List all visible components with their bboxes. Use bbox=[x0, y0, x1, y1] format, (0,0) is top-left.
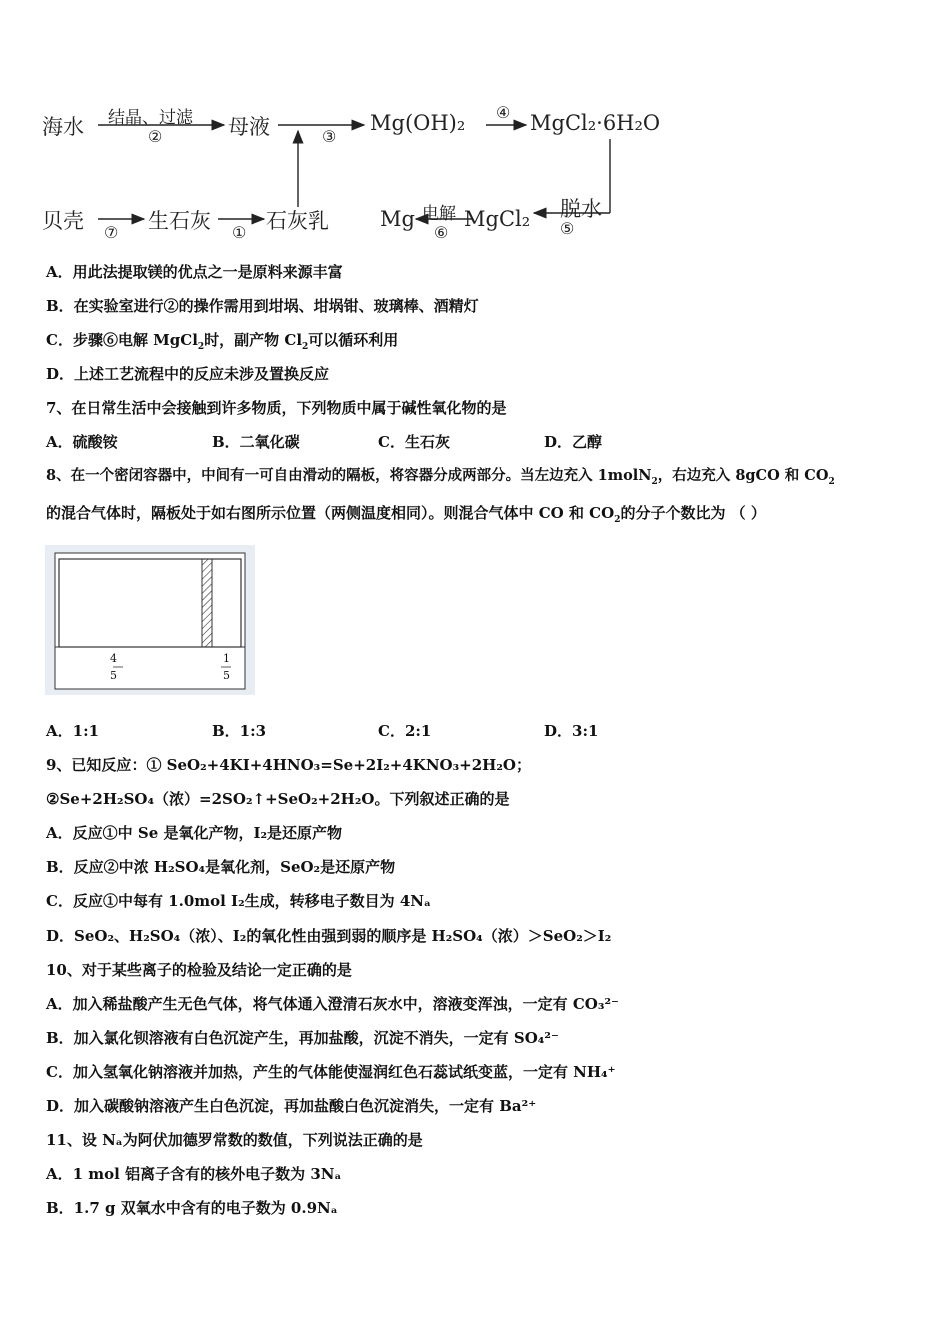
q6-option-a: A．用此法提取镁的优点之一是原料来源丰富 bbox=[46, 263, 343, 281]
flow-mgcl2: MgCl₂ bbox=[464, 207, 531, 231]
q10-option-a: A．加入稀盐酸产生无色气体，将气体通入澄清石灰水中，溶液变浑浊，一定有 CO₃²⁻ bbox=[46, 995, 619, 1013]
q8-stem-2a: 的混合气体时，隔板处于如右图所示位置（两侧温度相同）。则混合气体中 CO 和 CO bbox=[46, 504, 615, 522]
q8-container-figure bbox=[45, 545, 255, 695]
flow-step2-label: 结晶、过滤 bbox=[108, 108, 193, 128]
q11-option-b: B．1.7 g 双氧水中含有的电子数为 0.9Nₐ bbox=[46, 1199, 338, 1217]
q7-option-a: A．硫酸铵 bbox=[46, 433, 118, 451]
flow-electrolysis-label: 电解 bbox=[422, 204, 456, 224]
q9-option-d: D．SeO₂、H₂SO₄（浓）、I₂的氧化性由强到弱的顺序是 H₂SO₄（浓）＞SeO₂＞I₂ bbox=[46, 927, 612, 945]
q9-stem-line1: 9、已知反应：① SeO₂+4KI+4HNO₃=Se+2I₂+4KNO₃+2H₂O； bbox=[46, 756, 531, 774]
flow-dehydrate-label: 脱水 bbox=[560, 197, 602, 221]
q8-stem-2b: 的分子个数比为 （ ） bbox=[620, 504, 766, 522]
q10-option-d: D．加入碳酸钠溶液产生白色沉淀，再加盐酸白色沉淀消失，一定有 Ba²⁺ bbox=[46, 1097, 537, 1115]
q7-option-d: D．乙醇 bbox=[544, 433, 603, 451]
q8-option-d: D．3:1 bbox=[544, 722, 599, 740]
flow-step1-num: ① bbox=[232, 223, 247, 242]
q9-option-c: C．反应①中每有 1.0mol I₂生成，转移电子数目为 4Nₐ bbox=[46, 892, 431, 910]
q6-option-b: B．在实验室进行②的操作需用到坩埚、坩埚钳、玻璃棒、酒精灯 bbox=[46, 297, 479, 315]
q6-option-c: C．步骤⑥电解 MgCl$_2$时，副产物 $Cl_2$可以循环利用 bbox=[46, 331, 399, 352]
q8-option-a: A．1:1 bbox=[46, 722, 100, 740]
flow-step3-num: ③ bbox=[322, 127, 337, 146]
q7-option-c: C．生石灰 bbox=[378, 433, 450, 451]
q6-option-c-pre: C．步骤⑥电解 MgCl bbox=[46, 331, 198, 349]
q8-frac-right-den: 5 bbox=[223, 669, 230, 682]
q11-option-a: A．1 mol 铝离子含有的核外电子数为 3Nₐ bbox=[46, 1165, 342, 1183]
q8-option-b: B．1:3 bbox=[212, 722, 267, 740]
flow-quicklime: 生石灰 bbox=[148, 209, 211, 233]
flow-step4-num: ④ bbox=[496, 103, 511, 122]
flow-step7-num: ⑦ bbox=[104, 223, 119, 242]
q6-option-c-post: 可以循环利用 bbox=[308, 331, 399, 349]
q10-stem: 10、对于某些离子的检验及结论一定正确的是 bbox=[46, 961, 352, 979]
q8-frac-right-num: 1 bbox=[223, 652, 230, 665]
flow-mgcl2-hydrate: MgCl₂·6H₂O bbox=[530, 111, 661, 135]
flow-mother-liquor: 母液 bbox=[228, 115, 270, 139]
q11-stem: 11、设 Nₐ为阿伏加德罗常数的数值，下列说法正确的是 bbox=[46, 1131, 423, 1149]
q8-stem-line2: 的混合气体时，隔板处于如右图所示位置（两侧温度相同）。则混合气体中 CO 和 $CO_2$的分子个数比为 （ ） bbox=[46, 504, 766, 525]
q9-option-a: A．反应①中 Se 是氧化产物，I₂是还原产物 bbox=[46, 824, 343, 842]
flow-step5-num: ⑤ bbox=[560, 219, 575, 238]
flow-seawater: 海水 bbox=[42, 115, 84, 139]
flow-mgoh2: Mg(OH)₂ bbox=[370, 111, 466, 135]
q8-option-c: C．2:1 bbox=[378, 722, 432, 740]
flow-shell: 贝壳 bbox=[42, 209, 84, 233]
magnesium-flowchart bbox=[40, 95, 690, 255]
q7-option-b: B．二氧化碳 bbox=[212, 433, 300, 451]
q8-stem-line1: 8、在一个密闭容器中，中间有一可自由滑动的隔板，将容器分成两部分。当左边充入 1molN$_2$，右边充入 8gCO 和 $CO_2$ bbox=[46, 467, 835, 487]
q10-option-c: C．加入氢氧化钠溶液并加热，产生的气体能使湿润红色石蕊试纸变蓝，一定有 NH₄⁺ bbox=[46, 1063, 616, 1081]
q8-frac-left-den: 5 bbox=[110, 669, 117, 682]
q7-options bbox=[46, 432, 602, 452]
q9-stem-line2: ②Se+2H₂SO₄（浓）=2SO₂↑+SeO₂+2H₂O。下列叙述正确的是 bbox=[46, 790, 510, 808]
q7-stem: 7、在日常生活中会接触到许多物质，下列物质中属于碱性氧化物的是 bbox=[46, 399, 507, 417]
q8-frac-left-num: 4 bbox=[110, 652, 117, 665]
flow-step6-num: ⑥ bbox=[434, 223, 449, 242]
flow-mg: Mg bbox=[380, 207, 415, 231]
q6-option-d: D．上述工艺流程中的反应未涉及置换反应 bbox=[46, 365, 330, 383]
flow-step2-num: ② bbox=[148, 127, 163, 146]
q9-option-b: B．反应②中浓 H₂SO₄是氧化剂，SeO₂是还原产物 bbox=[46, 858, 396, 876]
q8-options bbox=[46, 721, 598, 741]
q10-option-b: B．加入氯化钡溶液有白色沉淀产生，再加盐酸，沉淀不消失，一定有 SO₄²⁻ bbox=[46, 1029, 559, 1047]
q6-option-c-mid: 时，副产物 Cl bbox=[204, 331, 303, 349]
flow-lime-milk: 石灰乳 bbox=[266, 209, 329, 233]
q8-stem-1a: 8、在一个密闭容器中，中间有一可自由滑动的隔板，将容器分成两部分。当左边充入 1molN bbox=[46, 467, 652, 484]
q8-stem-1b: ，右边充入 8gCO 和 CO bbox=[657, 467, 829, 484]
